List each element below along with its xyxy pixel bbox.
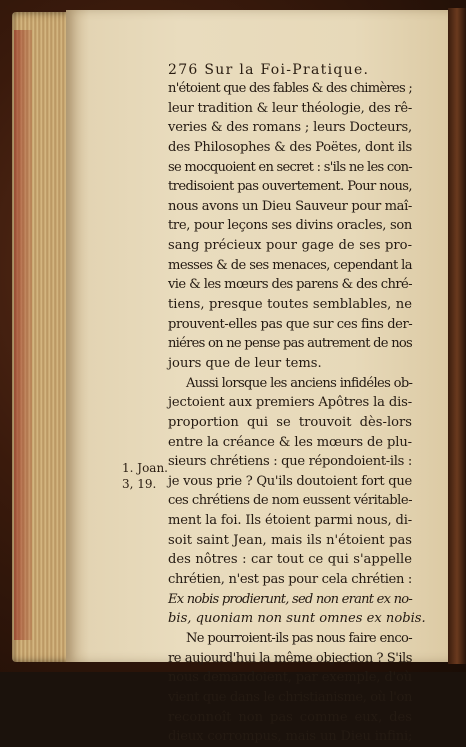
text-line [168, 511, 412, 531]
text-line [168, 275, 412, 295]
text-line [168, 413, 412, 433]
text-line [168, 295, 412, 315]
text-line [168, 452, 412, 472]
text-line [168, 216, 412, 236]
text-line [168, 138, 412, 158]
text-line [168, 334, 412, 354]
text-line [168, 629, 412, 649]
text-line [168, 315, 412, 335]
text-line-content: bis, quoniam non sunt omnes ex nobis. [168, 611, 426, 627]
text-line [168, 158, 412, 178]
text-line [168, 708, 412, 728]
text-line-content: proportion qui se trouvoit dès-lors [168, 414, 412, 430]
text-line [168, 531, 412, 551]
text-line [168, 472, 412, 492]
text-line-content: chrétien, n'est pas pour cela chrétien : [168, 572, 412, 588]
text-line [168, 197, 412, 217]
text-line-content: se mocquoient en secret : s'ils ne les con- [168, 159, 412, 175]
text-line [168, 649, 412, 669]
text-line-content: nous demandoient, par exemple, d'où [168, 670, 412, 686]
text-line-content: entre la créance & les mœurs de plu- [168, 434, 412, 450]
text-line-content: niéres on ne pense pas autrement de nos [168, 336, 412, 352]
text-line-content: sieurs chrétiens : que répondoient-ils : [168, 454, 412, 470]
text-line [168, 688, 412, 708]
page-edge-tint [14, 30, 32, 640]
text-line [168, 236, 412, 256]
margin-reference-line: 3, 19. [122, 477, 157, 491]
text-line-content: des nôtres : car tout ce qui s'appelle [168, 552, 412, 568]
running-title: Sur la Foi-Pratique. [204, 62, 370, 78]
text-line-content: dieux corrompus, mais un Dieu infini; [168, 729, 413, 745]
text-line-content: tredisoient pas ouvertement. Pour nous, [168, 179, 412, 195]
text-line [168, 256, 412, 276]
margin-reference-line: 1. Joan. [122, 461, 168, 475]
text-line-content: jours que de leur tems. [168, 355, 322, 371]
text-line [168, 118, 412, 138]
text-line-content: jectoient aux premiers Apôtres la dis- [168, 395, 412, 411]
text-line-content: Ex nobis prodierunt, sed non erant ex no- [168, 591, 412, 607]
text-line [168, 433, 412, 453]
text-line [168, 590, 412, 610]
text-line [168, 177, 412, 197]
text-line [168, 550, 412, 570]
text-line-content: Aussi lorsque les anciens infidéles ob- [186, 375, 413, 391]
text-line-content: re aujourd'hui la même objection ? S'ils [168, 650, 412, 666]
page-number: 276 [168, 62, 199, 78]
margin-reference [122, 460, 166, 492]
text-line-content: soit saint Jean, mais ils n'étoient pas [168, 532, 412, 548]
text-line [168, 79, 412, 99]
text-line [168, 668, 412, 688]
text-line-content: prouvent-elles pas que sur ces fins der- [168, 316, 413, 332]
text-line [168, 374, 412, 394]
text-line-content: tre, pour leçons ses divins oracles, son [168, 218, 412, 234]
text-line-content: vient que dans le christianisme, où l'on [168, 689, 412, 705]
text-line-content: ces chrétiens de nom eussent véritable- [168, 493, 412, 509]
body-text [168, 79, 426, 747]
text-line-content: je vous prie ? Qu'ils doutoient fort que [168, 473, 412, 489]
text-line [168, 727, 412, 747]
text-line-content: leur tradition & leur théologie, des rê- [168, 100, 412, 116]
text-line [168, 570, 412, 590]
text-line-content: vie & les mœurs des parens & des chré- [168, 277, 412, 293]
text-line [168, 99, 412, 119]
text-line [168, 393, 412, 413]
text-line [168, 609, 426, 629]
text-line-content: reconnoît non pas comme eux, des [168, 709, 412, 725]
text-line-content: tiens, presque toutes semblables, ne [168, 297, 412, 313]
text-line-content: des Philosophes & des Poëtes, dont ils [168, 139, 412, 155]
text-line-content: n'étoient que des fables & des chimères ; [168, 81, 412, 96]
book-cover-edge [448, 8, 466, 664]
text-line-content: Ne pourroient-ils pas nous faire enco- [186, 630, 412, 646]
text-line [168, 354, 412, 374]
text-line-content: veries & des romans ; leurs Docteurs, [168, 120, 412, 136]
text-line-content: nous avons un Dieu Sauveur pour maî- [168, 198, 412, 214]
text-line-content: messes & de ses menaces, cependant la [168, 257, 412, 273]
text-line-content: ment la foi. Ils étoient parmi nous, di- [168, 513, 412, 529]
text-line [168, 491, 412, 511]
text-line-content: sang précieux pour gage de ses pro- [168, 238, 412, 254]
